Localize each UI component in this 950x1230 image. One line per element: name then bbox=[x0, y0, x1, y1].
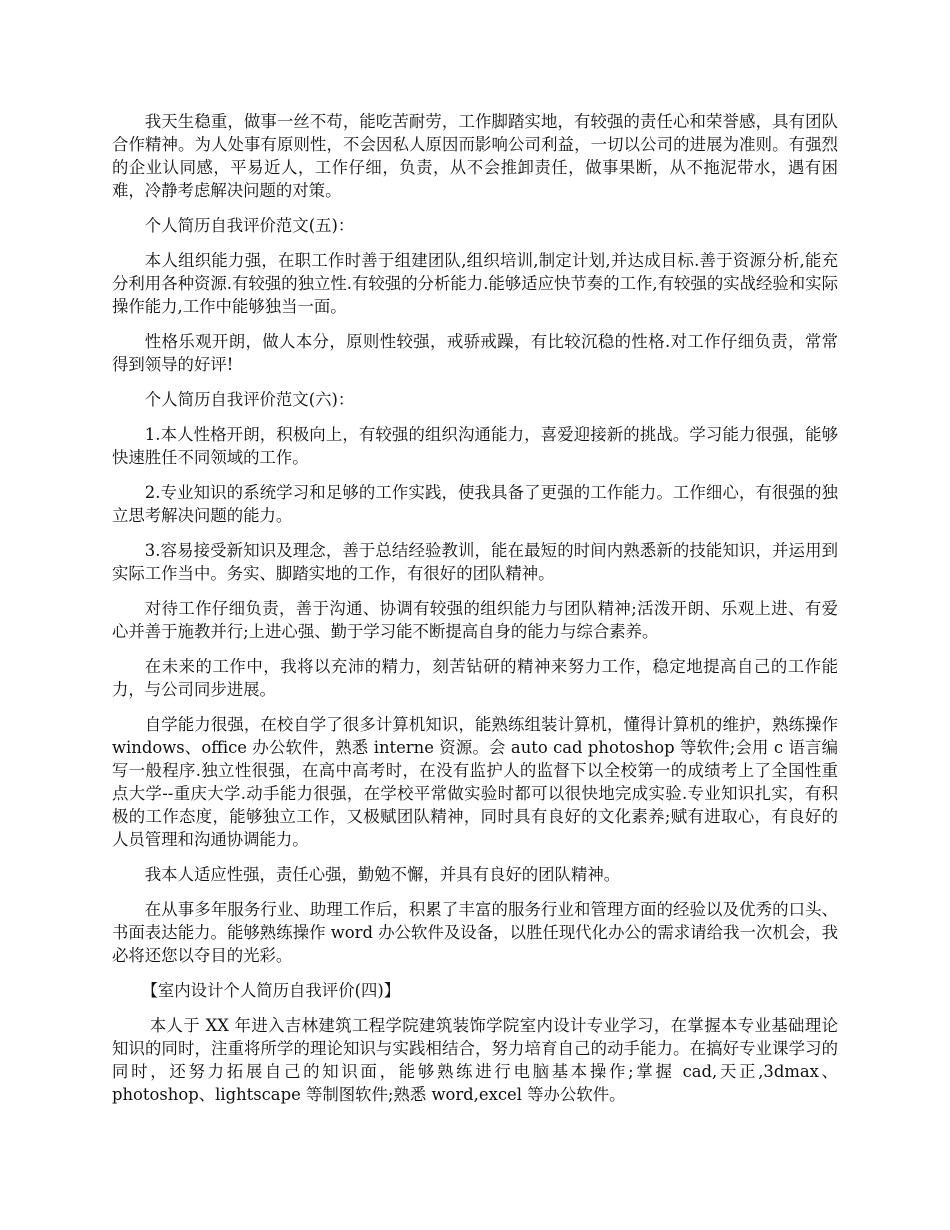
paragraph-personality: 性格乐观开朗，做人本分，原则性较强，戒骄戒躁，有比较沉稳的性格.对工作仔细负责，常常得到领导的好评! bbox=[112, 332, 838, 374]
paragraph-work-attitude: 对待工作仔细负责，善于沟通、协调有较强的组织能力与团队精神;活泼开朗、乐观上进、有爱心并善于施教并行;上进心强、勤于学习能不断提高自身的能力与综合素养。 bbox=[112, 599, 838, 641]
heading-example-5: 个人简历自我评价范文(五)： bbox=[144, 216, 355, 235]
paragraph-intro: 我天生稳重，做事一丝不苟，能吃苦耐劳，工作脚踏实地，有较强的责任心和荣誉感，具有团队合作精神。为人处事有原则性，不会因私人原因而影响公司利益，一切以公司的进展为准则。有强烈的企业认同感，平易近人，工作仔细，负责，从不会推卸责任，做事果断，从不拖泥带水，遇有困难，冷静考虑解决问题的对策。 bbox=[112, 112, 838, 200]
paragraph-future: 在未来的工作中，我将以充沛的精力，刻苦钻研的精神来努力工作，稳定地提高自己的工作能力，与公司同步进展。 bbox=[112, 657, 838, 699]
paragraph-self-learning: 自学能力很强，在校自学了很多计算机知识，能熟练组装计算机，懂得计算机的维护，熟练操作 windows、office 办公软件，熟悉 interne 资源。会 auto cad photoshop 等软件;会用 c 语言编写一般程序.独立性很强，在高中高考时，在没有监护人的监督下以全校第一的成绩考上了全国性重点大学--重庆大学.动手能力很强，在学校平常做实验时都可以很快地完成实验.专业知识扎实，有积极的工作态度，能够独立工作，又极赋团队精神，同时具有良好的文化素养;赋有进取心，有良好的人员管理和沟通协调能力。 bbox=[112, 715, 838, 849]
paragraph-point-2: 2.专业知识的系统学习和足够的工作实践，使我具备了更强的工作能力。工作细心，有很强的独立思考解决问题的能力。 bbox=[112, 483, 838, 525]
paragraph-organization: 本人组织能力强，在职工作时善于组建团队,组织培训,制定计划,并达成目标.善于资源分析,能充分利用各种资源.有较强的独立性.有较强的分析能力.能够适应快节奏的工作,有较强的实战经验和实际操作能力,工作中能够独当一面。 bbox=[112, 251, 838, 316]
heading-example-6: 个人简历自我评价范文(六)： bbox=[144, 390, 355, 409]
paragraph-point-1: 1.本人性格开朗，积极向上，有较强的组织沟通能力，喜爱迎接新的挑战。学习能力很强，能够快速胜任不同领域的工作。 bbox=[112, 425, 838, 467]
document-body bbox=[112, 110, 838, 1118]
paragraph-adaptability: 我本人适应性强，责任心强，勤勉不懈，并具有良好的团队精神。 bbox=[144, 865, 621, 884]
paragraph-interior-design: 本人于 XX 年进入吉林建筑工程学院建筑装饰学院室内设计专业学习，在掌握本专业基础理论知识的同时，注重将所学的理论知识与实践相结合，努力培育自己的动手能力。在搞好专业课学习的同时，还努力拓展自己的知识面，能够熟练进行电脑基本操作;掌握 cad,天正,3dmax、photoshop、lightscape 等制图软件;熟悉 word,excel 等办公软件。 bbox=[112, 1016, 838, 1104]
section-title-interior-design: 【室内设计个人简历自我评价(四)】 bbox=[141, 981, 401, 1000]
paragraph-service-experience: 在从事多年服务行业、助理工作后，积累了丰富的服务行业和管理方面的经验以及优秀的口头、书面表达能力。能够熟练操作 word 办公软件及设备，以胜任现代化办公的需求请给我一次机会，我必将还您以夺目的光彩。 bbox=[112, 900, 838, 965]
paragraph-point-3: 3.容易接受新知识及理念，善于总结经验教训，能在最短的时间内熟悉新的技能知识，并运用到实际工作当中。务实、脚踏实地的工作，有很好的团队精神。 bbox=[112, 541, 838, 583]
